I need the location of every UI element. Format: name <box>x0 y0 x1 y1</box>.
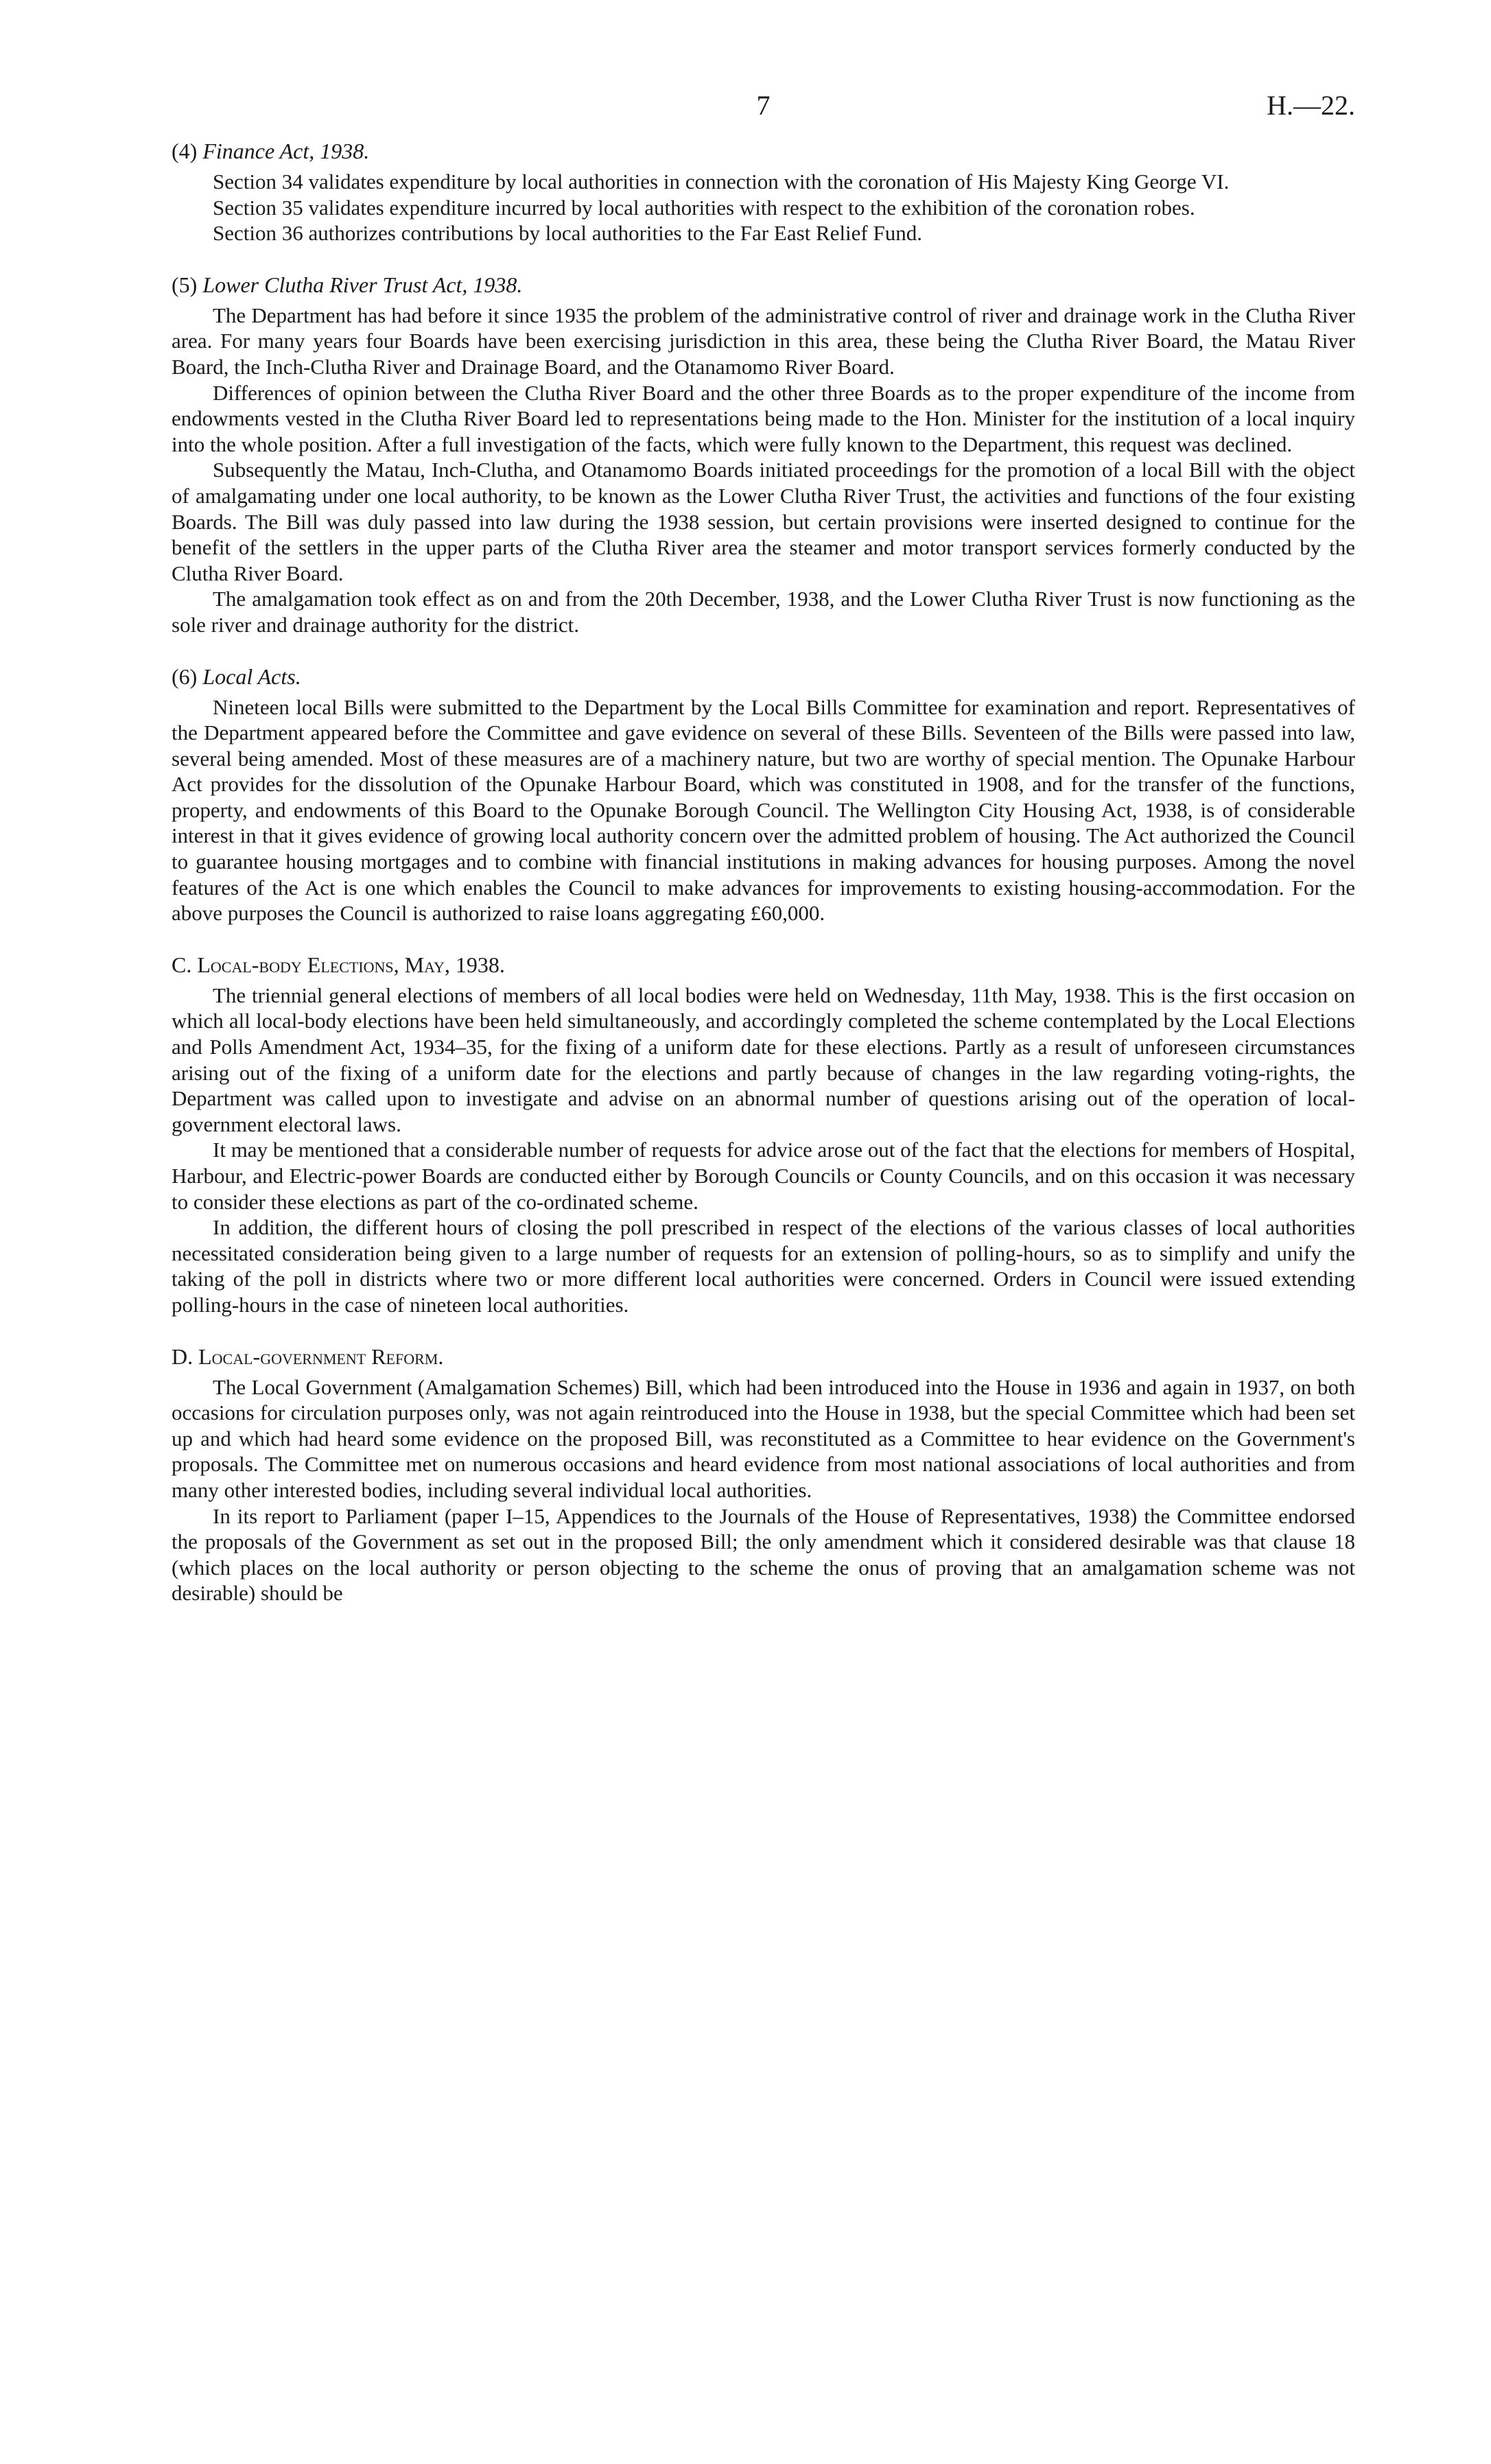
section-heading <box>172 137 1355 165</box>
section-heading <box>172 951 1355 978</box>
section-local-acts <box>172 663 1355 926</box>
paragraph: Differences of opinion between the Clutha River Board and the other three Boards as to the proper expenditure of the income from endowments vested in the Clutha River Board led to representations being made to the Hon. Minister for the institution of a local inquiry into the whole position. After a full investigation of the facts, which were fully known to the Department, this request was declined. <box>172 380 1355 456</box>
section-title: Lower Clutha River Trust Act, 1938. <box>202 272 523 297</box>
section-number: C. <box>172 952 192 977</box>
section-title: Local Acts. <box>202 664 301 689</box>
paragraph: In its report to Parliament (paper I–15, Appendices to the Journals of the House of Representatives, 1938) the Committee endorsed the proposals of the Government as set out in the proposed Bill; the only amendment which it considered desirable was that clause 18 (which places on the local authority or person objecting to the scheme the onus of proving that an amalgamation scheme was not desirable) should be <box>172 1503 1355 1606</box>
paragraph: The triennial general elections of members of all local bodies were held on Wednesday, 11th May, 1938. This is the first occasion on which all local-body elections have been held simultaneously, and accordingly completed the scheme contemplated by the Local Elections and Polls Amendment Act, 1934–35, for the fixing of a uniform date for these elections. Partly as a result of unforeseen circumstances arising out of the fixing of a uniform date for the elections and partly because of changes in the law regarding voting-rights, the Department was called upon to investigate and advise on an abnormal number of questions arising out of the operation of local-government electoral laws. <box>172 983 1355 1136</box>
section-title: Finance Act, 1938. <box>202 139 370 163</box>
section-number: (5) <box>172 272 198 297</box>
paragraph: Nineteen local Bills were submitted to the Department by the Local Bills Committee for examination and report. Representatives of the Department appeared before the Committee and gave evidence on several of these Bills. Seventeen of the Bills were passed into law, several being amended. Most of these measures are of a machinery nature, but two are worthy of special mention. The Opunake Harbour Act provides for the dissolution of the Opunake Harbour Board, which was constituted in 1908, and for the transfer of the functions, property, and endowments of this Board to the Opunake Borough Council. The Wellington City Housing Act, 1938, is of considerable interest in that it gives evidence of growing local authority concern over the admitted problem of housing. The Act authorized the Council to guarantee housing mortgages and to combine with financial institutions in making advances for housing purposes. Among the novel features of the Act is one which enables the Council to make advances for improvements to existing housing-accommodation. For the above purposes the Council is authorized to raise loans aggregating £60,000. <box>172 694 1355 926</box>
document-reference: H.—22. <box>1267 90 1355 121</box>
section-local-government-reform <box>172 1343 1355 1606</box>
paragraph: The Local Government (Amalgamation Schemes) Bill, which had been introduced into the House in 1936 and again in 1937, on both occasions for circulation purposes only, was not again reintroduced into the House in 1938, but the special Committee which had been set up and which had heard some evidence on the proposed Bill, was reconstituted as a Committee to hear evidence on the Government's proposals. The Committee met on numerous occasions and heard evidence from most national associations of local authorities and from many other interested bodies, including several individual local authorities. <box>172 1374 1355 1502</box>
section-heading <box>172 663 1355 690</box>
paragraph: Section 36 authorizes contributions by local authorities to the Far East Relief Fund. <box>213 221 922 246</box>
paragraph: Section 35 validates expenditure incurred by local authorities with respect to the exhibition of the coronation robes. <box>213 195 1195 220</box>
document-page <box>172 82 1355 1631</box>
section-heading <box>172 271 1355 298</box>
paragraph: It may be mentioned that a considerable number of requests for advice arose out of the fact that the elections for members of Hospital, Harbour, and Electric-power Boards are conducted either by Borough Councils or County Councils, and on this occasion it was necessary to consider these elections as part of the co-ordinated scheme. <box>172 1138 1355 1214</box>
section-number: D. <box>172 1344 193 1369</box>
paragraph: The Department has had before it since 1935 the problem of the administrative control of river and drainage work in the Clutha River area. For many years four Boards have been exercising jurisdiction in this area, these being the Clutha River Board, the Matau River Board, the Inch-Clutha River and Drainage Board, and the Otanamomo River Board. <box>172 303 1355 379</box>
section-title: Local-government Reform. <box>198 1344 444 1369</box>
section-lower-clutha <box>172 271 1355 638</box>
page-number: 7 <box>756 90 771 121</box>
section-local-body-elections <box>172 951 1355 1318</box>
section-number: (6) <box>172 664 198 689</box>
paragraph: Subsequently the Matau, Inch-Clutha, and Otanamomo Boards initiated proceedings for the promotion of a local Bill with the object of amalgamating under one local authority, to be known as the Lower Clutha River Trust, the activities and functions of the four existing Boards. The Bill was duly passed into law during the 1938 session, but certain provisions were inserted designed to continue for the benefit of the settlers in the upper parts of the Clutha River area the steamer and motor transport services formerly conducted by the Clutha River Board. <box>172 458 1355 585</box>
page-header <box>172 82 1355 137</box>
section-number: (4) <box>172 139 198 163</box>
paragraph: The amalgamation took effect as on and from the 20th December, 1938, and the Lower Clutha River Trust is now functioning as the sole river and drainage authority for the district. <box>172 587 1355 637</box>
section-finance-act <box>172 137 1355 246</box>
section-heading <box>172 1343 1355 1370</box>
paragraph: Section 34 validates expenditure by local authorities in connection with the coronation of His Majesty King George VI. <box>213 169 1230 193</box>
paragraph: In addition, the different hours of closing the poll prescribed in respect of the elections of the various classes of local authorities necessitated consideration being given to a large number of requests for an extension of polling-hours, so as to simplify and unify the taking of the poll in districts where two or more different local authorities were concerned. Orders in Council were issued extending polling-hours in the case of nineteen local authorities. <box>172 1215 1355 1317</box>
section-title: Local-body Elections, May, 1938. <box>197 952 505 977</box>
